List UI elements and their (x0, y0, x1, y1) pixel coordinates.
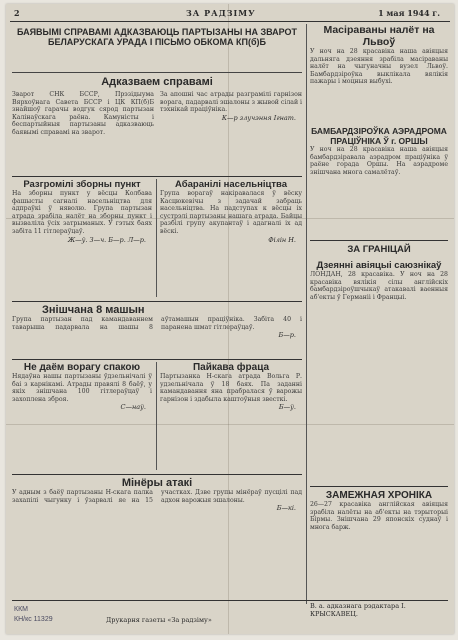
article-text: ЛОНДАН, 28 красавіка. У ноч на 28 красавіка вялікія сілы англійскіх бамбардзіроўшчыкаў атакавалі ваенныя аб'екты ў Германіі і Францыі. (310, 271, 448, 301)
article-col1 (12, 179, 152, 299)
article-right3 (310, 260, 448, 482)
column-rule (156, 179, 157, 297)
rule (12, 301, 302, 302)
page-number: 2 (14, 8, 20, 18)
section-heading: ЗА ГРАНІЦАЙ (347, 244, 411, 255)
printer-line: Друкарня газеты «За радзіму» (106, 616, 212, 624)
header-rule (10, 21, 450, 22)
article-title: ЗАМЕЖНАЯ ХРОНІКА (325, 490, 433, 501)
article-title: Знішчана 8 машын (42, 304, 145, 316)
article-text: Партызанка Н-скага атрада Вольга Р. удзельнічала ў 18 баях. Па заданні камандавання яна прабралася ў варожы гарнізон і здабыла каштоўныя звесткі. (160, 373, 302, 403)
newspaper-name: ЗА РАДЗІМУ (186, 8, 256, 18)
article-col2 (160, 179, 302, 299)
article-signature: Б—ў. (278, 403, 296, 412)
article-text: Зварот СНК БССР, Прэзідыума Вярхоўнага Савета БССР і ЦК КП(б)Б знайшоў гарачы водгук сярод партызан Калінаўскага раёна. Камуністы і беспартыйныя партызаны адказваюць баявымі справамі на зварот. (12, 91, 154, 136)
banner-headline: БАЯВЫМІ СПРАВАМІ АДКАЗВАЮЦЬ ПАРТЫЗАНЫ НА ЗВАРОТ БЕЛАРУСКАГА УРАДА І ПІСЬМО ОБКОМА КП(б)Б (16, 27, 298, 48)
article-signature: С—наў. (120, 403, 146, 412)
article-signature: Б—кі. (276, 504, 296, 513)
article-text: У адным з баёў партызаны Н-скага палка захапілі чыгунку і ўзарвалі яе на 15 участках. Дзве групы мінёраў пусцілі пад адхон варожыя эшалоны. (12, 489, 302, 504)
article-text: 26—27 красавіка англійская авіяцыя зрабіла налёты на аб'екты на тэрыторыі Бірмы. Знішчана 29 японскіх суднаў і многа барж. (310, 501, 448, 531)
article-signature: К—р злучэння Ігнат. (221, 113, 296, 122)
issue-date: 1 мая 1944 г. (378, 8, 440, 18)
article-text: Нядаўна нашы партызаны ўдзельнічалі ў баі з карнікамі. Атрады правялі 8 баёў, у якіх знішчана 100 гітлераўцаў і захоплена зброя. (12, 373, 152, 403)
article-text: Група партызан пад камандаваннем таварыша падарвала на шашы 8 аўтамашын праціўніка. Забіта 40 і паранена шмат гітлераўцаў. (12, 316, 302, 331)
article-mid (12, 304, 302, 356)
article-title: Пайкава фраца (192, 362, 270, 373)
archive-stamp: ККМ (14, 606, 28, 613)
article-text: У ноч на 28 красавіка наша авіяцыя дальняга дзеяння зрабіла масіраваны налёт на чыгуначны вузел Львоў. Бамбардзіроўка выклікала вялікія пажары і моцныя выбухі. (310, 48, 448, 86)
article-c1b (12, 362, 152, 472)
column-rule (156, 362, 157, 470)
article-text: Група ворагаў накіравалася ў вёску Касцюкевічы з задачай забраць насельніцтва. На падступах к вёсцы іх сустрэлі партызаны нашага атрада. Байцы разбілі групу акупантаў і адагналі іх ад вёскі. (160, 190, 302, 235)
column-rule (306, 24, 307, 604)
archive-stamp: КН/кс 11329 (14, 616, 53, 623)
article-signature: Б—р. (278, 331, 296, 340)
article-title: БАМБАРДЗІРОЎКА АЭРАДРОМА ПРАЦІЎНІКА Ў г. ОРШЫ (311, 126, 447, 146)
article-right4 (310, 490, 448, 590)
rule (310, 486, 448, 487)
footer-rule (12, 600, 448, 601)
rule (12, 176, 302, 177)
article-title: Масіраваны налёт на Львоў (323, 24, 435, 48)
article-title: Дзеянні авіяцыі саюзнікаў (316, 260, 442, 271)
article-c3 (12, 477, 302, 597)
article-c2b (160, 362, 302, 472)
rule (310, 240, 448, 241)
article-title: Не даём ворагу спакою (23, 362, 141, 373)
rule (12, 474, 302, 475)
editor-line: В. а. адказнага рэдактара І. КРЫСКАВЕЦ. (310, 602, 406, 618)
article-text: У ноч на 28 красавіка наша авіяцыя бамбардзіравала аэрадром праціўніка ў раёне горада Оршы. На аэрадроме знішчана многа самалётаў. (310, 146, 448, 176)
article-right2 (310, 126, 448, 238)
article-text: За апошні час атрады разграмілі гарнізон ворага, падарвалі эшалоны з жывой сілай і тэхнікай праціўніка. (160, 91, 302, 114)
article-title: Мінёры атакі (121, 477, 193, 489)
lead-article (12, 76, 302, 174)
article-title: Абаранілі насельніцтва (175, 179, 287, 190)
rule (12, 359, 302, 360)
page-header (6, 8, 454, 20)
article-title: Разгромілі зборны пункт (23, 179, 141, 190)
banner (12, 24, 302, 73)
article-signature: Філін Н. (268, 235, 296, 244)
article-signature: Ж—ў. З—ч. Б—р. Л—р. (67, 235, 146, 244)
article-text: На зборны пункт у вёсцы Колбава фашысты сагналі насельніцтва для адпраўкі ў няволю. Група партызан атрада зрабіла налёт на зборны пункт і вызваліла ўсіх затрыманых. У гэтых баях забіта 11 гітлераўцаў. (12, 190, 152, 235)
newspaper-page (6, 4, 454, 634)
article-title: Адказваем справамі (101, 76, 213, 88)
article-right1 (310, 24, 448, 124)
